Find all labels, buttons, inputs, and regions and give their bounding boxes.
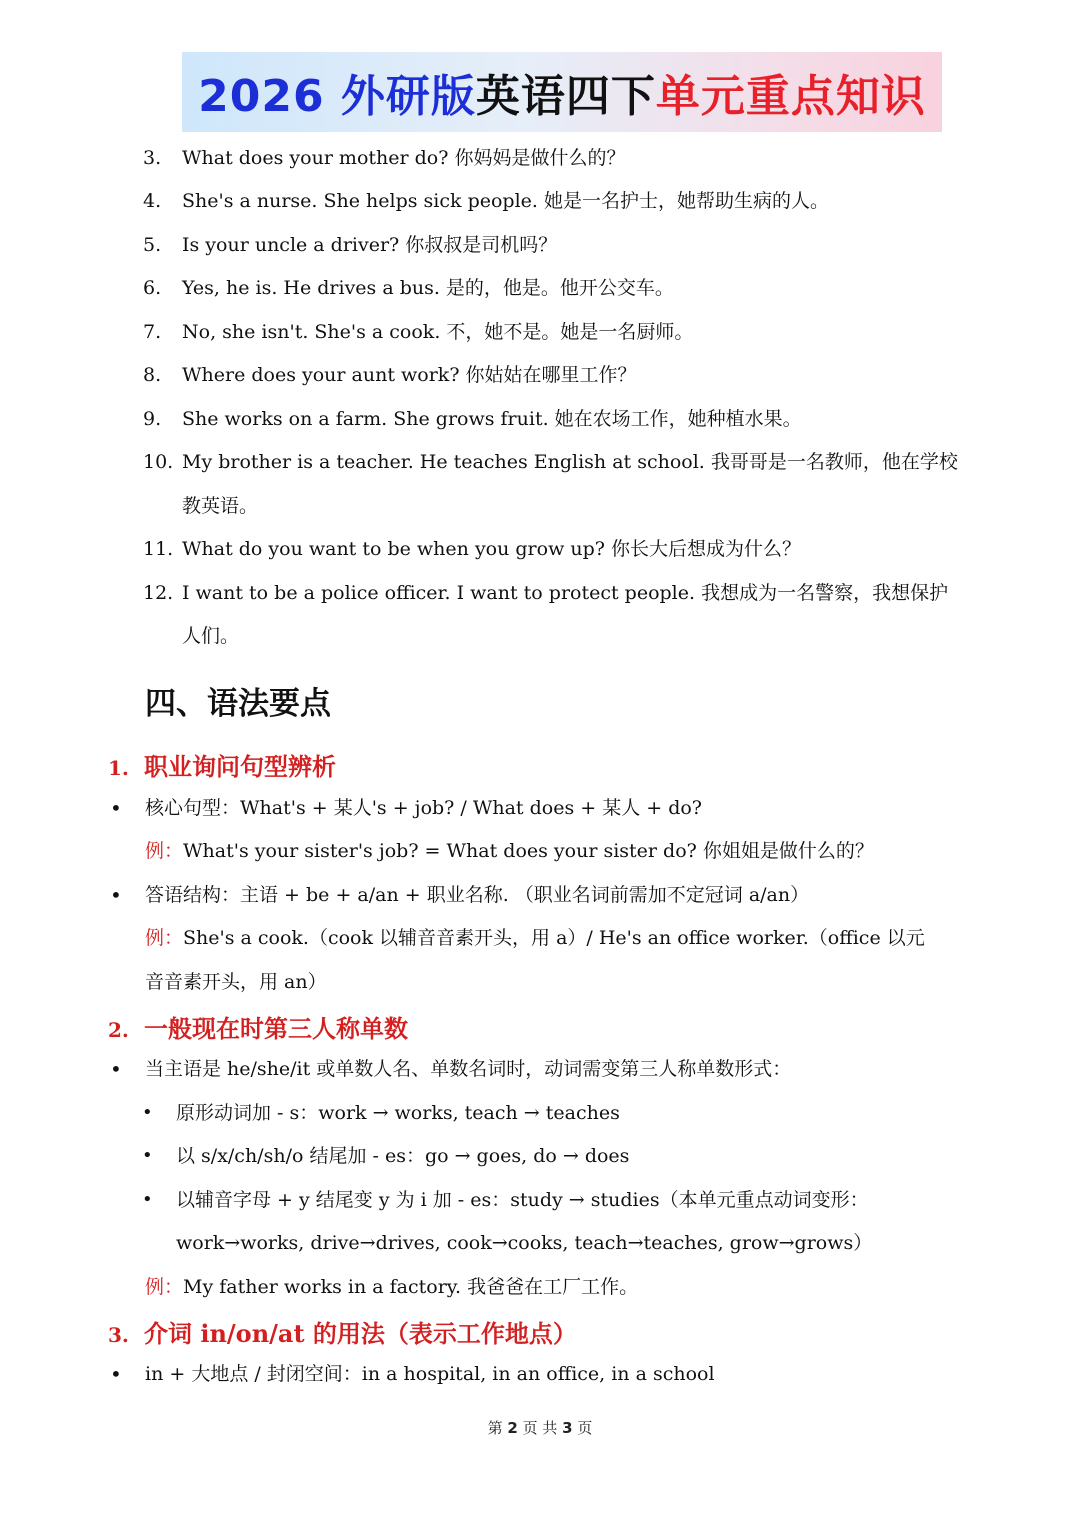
title-banner: [182, 52, 942, 132]
bullet-icon: •: [142, 1189, 153, 1210]
sentence-number: 6.: [143, 277, 162, 299]
grammar-heading-2: [108, 1009, 408, 1044]
sub-bullet-text-continued: work→works, drive→drives, cook→cooks, teach→teaches, grow→grows）: [176, 1232, 873, 1254]
sentence-number: 5.: [143, 234, 162, 256]
example-label: 例：: [145, 840, 184, 862]
bullet-icon: •: [142, 1145, 153, 1166]
sentence-text: What does your mother do? 你妈妈是做什么的？: [182, 147, 626, 169]
example-label: 例：: [145, 1276, 184, 1298]
footer-middle: 页 共: [522, 1419, 558, 1437]
grammar-title: 一般现在时第三人称单数: [144, 1014, 408, 1043]
sentence-text: She's a nurse. She helps sick people. 她是一名护士，她帮助生病的人。: [182, 190, 829, 212]
sentence-number: 10.: [143, 451, 174, 473]
banner-subject: 英语四下: [475, 71, 656, 122]
footer-suffix: 页: [577, 1419, 593, 1437]
sentence-text: What do you want to be when you grow up? 你长大后想成为什么？: [182, 538, 802, 560]
banner-year-edition: 2026 外研版: [198, 71, 476, 122]
bullet-icon: •: [110, 883, 122, 907]
footer-prefix: 第: [487, 1419, 503, 1437]
sentence-number: 11.: [143, 538, 174, 560]
sentence-text-continued: 教英语。: [182, 495, 259, 517]
sentence-text: I want to be a police officer. I want to protect people. 我想成为一名警察，我想保护: [182, 582, 949, 604]
page-footer: [0, 1417, 1080, 1438]
sentence-number: 3.: [143, 147, 162, 169]
sentence-text: Yes, he is. He drives a bus. 是的，他是。他开公交车。: [182, 277, 674, 299]
sentence-number: 8.: [143, 364, 162, 386]
sentence-number: 4.: [143, 190, 162, 212]
example-content: My father works in a factory. 我爸爸在工厂工作。: [183, 1276, 639, 1298]
bullet-icon: •: [110, 1362, 122, 1386]
grammar-heading-3: [108, 1314, 577, 1349]
grammar-title: 介词 in/on/at 的用法（表示工作地点）: [144, 1319, 577, 1348]
sentence-number: 12.: [143, 582, 174, 604]
bullet-text: 当主语是 he/she/it 或单数人名、单数名词时，动词需变第三人称单数形式：: [145, 1058, 792, 1080]
grammar-title: 职业询问句型辨析: [144, 752, 336, 781]
sentence-text: No, she isn't. She's a cook. 不，她不是。她是一名厨师。: [182, 321, 694, 343]
grammar-heading-1: [108, 747, 336, 782]
example-text: [145, 1272, 638, 1302]
sentence-text-continued: 人们。: [182, 625, 240, 647]
footer-total-pages: 3: [562, 1419, 573, 1437]
sub-bullet-text: 原形动词加 - s：work → works, teach → teaches: [176, 1102, 620, 1124]
sentence-text: Where does your aunt work? 你姑姑在哪里工作？: [182, 364, 637, 386]
grammar-number: 2.: [108, 1018, 129, 1042]
example-content-continued: 音音素开头，用 an）: [145, 971, 327, 993]
sub-bullet-text: 以辅音字母 + y 结尾变 y 为 i 加 - es：study → studies（本单元重点动词变形：: [176, 1189, 869, 1211]
example-text: [145, 836, 874, 866]
sentence-number: 9.: [143, 408, 162, 430]
bullet-text: 核心句型：What's + 某人's + job? / What does + 某人 + do?: [145, 797, 702, 819]
bullet-text: 答语结构：主语 + be + a/an + 职业名称. （职业名词前需加不定冠词 a/an）: [145, 884, 810, 906]
sentence-text: Is your uncle a driver? 你叔叔是司机吗？: [182, 234, 558, 256]
footer-page-number: 2: [507, 1419, 518, 1437]
sentence-text: My brother is a teacher. He teaches English at school. 我哥哥是一名教师，他在学校: [182, 451, 958, 473]
grammar-number: 1.: [108, 756, 129, 780]
banner-topic: 单元重点知识: [655, 71, 926, 122]
sub-bullet-text: 以 s/x/ch/sh/o 结尾加 - es：go → goes, do → does: [176, 1145, 630, 1167]
example-content: She's a cook.（cook 以辅音音素开头，用 a）/ He's an office worker.（office 以元: [183, 927, 925, 949]
sentence-number: 7.: [143, 321, 162, 343]
example-label: 例：: [145, 927, 184, 949]
bullet-text: in + 大地点 / 封闭空间：in a hospital, in an office, in a school: [145, 1363, 715, 1385]
bullet-icon: •: [142, 1102, 153, 1123]
section-heading: 四、语法要点: [145, 686, 331, 722]
sentence-text: She works on a farm. She grows fruit. 她在农场工作，她种植水果。: [182, 408, 802, 430]
grammar-number: 3.: [108, 1323, 129, 1347]
example-content: What's your sister's job? = What does your sister do? 你姐姐是做什么的？: [183, 840, 874, 862]
bullet-icon: •: [110, 1057, 122, 1081]
bullet-icon: •: [110, 796, 122, 820]
example-text: [145, 923, 925, 953]
